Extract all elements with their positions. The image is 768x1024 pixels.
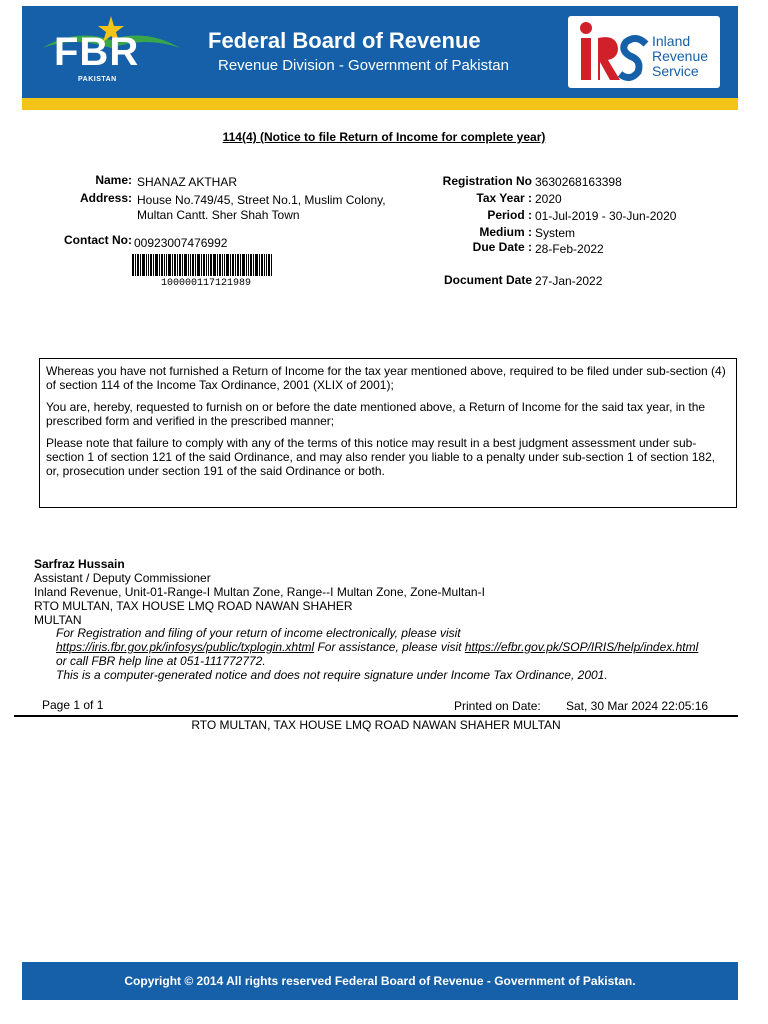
document-date-label: Document Date: [443, 273, 532, 287]
header-title: Federal Board of Revenue: [208, 28, 481, 53]
iris-logo-box: [568, 16, 720, 88]
notice-paragraph-2: You are, hereby, requested to furnish on or before the date mentioned above, a Return of Income for the said tax year, in the prescribed form and verified in the prescribed manner;: [46, 400, 706, 428]
notice-body-box: [39, 358, 737, 508]
medium-label: Medium :: [479, 225, 532, 239]
period-value: 01-Jul-2019 - 30-Jun-2020: [535, 209, 677, 223]
fbr-logo-text: FBR: [54, 30, 140, 74]
registration-label: Registration No: [442, 174, 532, 188]
period-label: Period :: [487, 208, 532, 222]
barcode-number: 100000117121989: [160, 278, 251, 289]
signatory-office: RTO MULTAN, TAX HOUSE LMQ ROAD NAWAN SHAHER: [34, 599, 353, 613]
notice-paragraph-1: Whereas you have not furnished a Return of Income for the tax year mentioned above, required to be filed under sub-section (4) of section 114 of the Income Tax Ordinance, 2001 (XLIX of 2001);: [46, 364, 726, 392]
tax-year-value: 2020: [535, 192, 562, 206]
signatory-unit: Inland Revenue, Unit-01-Range-I Multan Zone, Range--I Multan Zone, Zone-Multan-I: [34, 585, 485, 599]
signatory-designation: Assistant / Deputy Commissioner: [34, 571, 211, 585]
address-line2: Multan Cantt. Sher Shah Town: [137, 208, 300, 222]
medium-value: System: [535, 226, 576, 240]
printed-date-value: Sat, 30 Mar 2024 22:05:16: [566, 699, 709, 713]
document-date-value: 27-Jan-2022: [535, 274, 603, 288]
note-assistance-text: For assistance, please visit: [314, 640, 465, 654]
address-line1: House No.749/45, Street No.1, Muslim Colony,: [137, 193, 386, 207]
registration-number: 3630268163398: [535, 175, 622, 189]
fbr-logo-subtext: PAKISTAN: [78, 76, 117, 83]
signatory-block: [34, 557, 485, 627]
iris-login-link[interactable]: https://iris.fbr.gov.pk/infosys/public/txplogin.xhtml: [56, 640, 315, 654]
contact-number: 00923007476992: [134, 236, 228, 250]
page-number: Page 1 of 1: [42, 698, 104, 712]
printed-date-label: Printed on Date:: [454, 699, 541, 713]
signatory-name: Sarfraz Hussain: [34, 557, 125, 571]
footer-divider: [14, 715, 738, 717]
notice-paragraph-3: Please note that failure to comply with any of the terms of this notice may result in a best judgment assessment under sub-section 1 of section 121 of the said Ordinance, and may also render you liable to a penalty under sub-section 1 of section 182, or, prosecution under section 191 of the said Ordinance or both.: [46, 436, 716, 478]
signatory-city: MULTAN: [34, 613, 82, 627]
note-line-3: or call FBR help line at 051-111772772.: [56, 654, 266, 668]
contact-label: Contact No:: [64, 233, 132, 247]
iris-text-line1: Inland: [652, 33, 691, 49]
barcode-icon: [132, 254, 272, 276]
footer-address: RTO MULTAN, TAX HOUSE LMQ ROAD NAWAN SHAHER MULTAN: [191, 718, 561, 732]
notice-title: 114(4) (Notice to file Return of Income for complete year): [222, 130, 546, 144]
copyright-bar: Copyright © 2014 All rights reserved Federal Board of Revenue - Government of Pakistan.: [22, 962, 738, 1000]
due-date-value: 28-Feb-2022: [535, 242, 604, 256]
iris-text-line3: Service: [652, 63, 699, 79]
efiling-note: [56, 626, 698, 682]
address-label: Address:: [79, 191, 132, 205]
name-label: Name:: [95, 173, 132, 187]
taxpayer-name: SHANAZ AKTHAR: [137, 175, 238, 189]
iris-help-link[interactable]: https://efbr.gov.pk/SOP/IRIS/help/index.html: [464, 640, 699, 654]
iris-logo-text: [652, 34, 708, 79]
iris-text-line2: Revenue: [652, 48, 709, 64]
iris-logo-icon: [572, 18, 650, 86]
note-line-1: For Registration and filing of your return of income electronically, please visit: [56, 626, 461, 640]
tax-year-label: Tax Year :: [476, 191, 532, 205]
due-date-label: Due Date :: [472, 240, 532, 254]
note-line-4: This is a computer-generated notice and does not require signature under Income Tax Ordinance, 2001.: [56, 668, 608, 682]
note-line-2: [56, 640, 698, 654]
header-subtitle: Revenue Division - Government of Pakistan: [218, 57, 509, 74]
document-header: [22, 6, 738, 110]
